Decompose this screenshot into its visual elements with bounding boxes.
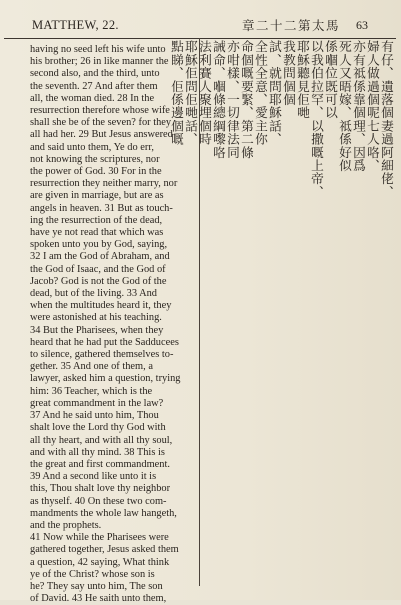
english-text-line: the great and first commandment. [30, 458, 170, 470]
english-text-line: to silence, gathered themselves to- [30, 349, 174, 361]
english-text-line: resurrection therefore whose wife [30, 105, 170, 117]
english-text-line: 37 And he said unto him, Thou [30, 410, 159, 422]
english-text-line: the God of Isaac, and the God of [30, 263, 166, 275]
english-text-line: have ye not read that which was [30, 227, 164, 239]
english-text-line: the power of God. 30 For in the [30, 166, 162, 178]
english-text-line: and said unto them, Ye do err, [30, 141, 154, 153]
chinese-text-column-line: 點睇、佢係邊個嘅 [169, 40, 184, 146]
english-text-line: this, Thou shalt love thy neighbor [30, 483, 171, 495]
english-text-line: great commandment in the law? [30, 397, 164, 409]
english-running-title: MATTHEW, 22. [32, 18, 119, 32]
page-number: 63 [356, 18, 368, 32]
chinese-text-column-line: 試、就問耶穌話、 [267, 40, 282, 146]
chinese-text-column-line: 婦人做過個呢七人咯、 [365, 40, 380, 172]
english-text-line: his brother; 26 in like manner the [30, 56, 169, 68]
english-text-line: Jacob? God is not the God of the [30, 275, 167, 287]
english-text-line: 39 And a second like unto it is [30, 471, 157, 483]
chinese-text-column-line: 亦有祗係靠個理、因爲 [351, 40, 366, 172]
english-text-line: not knowing the scriptures, nor [30, 153, 160, 165]
english-text-line: gether. 35 And one of them, a [30, 361, 153, 373]
english-text-line: and with all thy mind. 38 This is [30, 446, 165, 458]
chinese-running-title: 章二十二第太馬 [242, 18, 341, 33]
chinese-text-column-line: 全性全意、愛主你 [253, 40, 268, 146]
chinese-text-column-line: 亦咁樣、一切律法同 [225, 40, 240, 159]
english-text-line: shall she be of the seven? for they [30, 117, 172, 129]
english-text-line: as thyself. 40 On these two com- [30, 495, 167, 507]
english-text-line: spoken unto you by God, saying, [30, 239, 168, 251]
chinese-text-column-line: 命個嘅要緊、第二條 [239, 40, 254, 159]
english-text-line: shalt love the Lord thy God with [30, 422, 166, 434]
chinese-text-column-line: 以我伯拉罕、以撒嘅上帝、 [309, 40, 324, 199]
english-text-line: all had her. 29 But Jesus answered [30, 129, 173, 141]
english-text-line: lawyer, asked him a question, trying [30, 373, 181, 385]
english-text-line: 41 Now while the Pharisees were [30, 532, 169, 544]
english-text-line: having no seed left his wife unto [30, 44, 166, 55]
chinese-text-column-line: 我教問個個 [281, 40, 296, 106]
english-text-line: dead, but of the living. 33 And [30, 288, 157, 300]
chinese-text-column [169, 40, 394, 586]
english-text-line: 34 But the Pharisees, when they [30, 324, 164, 336]
english-text-line: he? They say unto him, The son [30, 580, 163, 592]
chinese-text-column-line: 係嗰位既可以 [323, 40, 338, 120]
chinese-text-column-line: 耶穌佢問佢哋話、 [183, 40, 198, 146]
english-text-line: all thy heart, and with all thy soul, [30, 434, 173, 446]
chinese-text-column-line: 有仔、遺落個妻過阿細佬、 [379, 40, 394, 199]
chinese-text-column-line: 法利賽人聚埋個時 [197, 40, 212, 146]
english-text-line: of David. 43 He saith unto them, [30, 593, 167, 605]
english-text-line: gathered together, Jesus asked them [30, 544, 179, 556]
chinese-text-column-line: 誡命、嗰條總綱嚟咯 [211, 40, 226, 159]
english-text-line: angels in heaven. 31 But as touch- [30, 202, 173, 214]
english-text-line: ing the resurrection of the dead, [30, 214, 163, 226]
chinese-text-column-line: 死人又晤嫁、祗係好似 [337, 40, 352, 172]
english-text-line: him: 36 Teacher, which is the [30, 385, 153, 397]
page-header [4, 14, 396, 39]
english-text-line: were astonished at his teaching. [30, 312, 162, 324]
english-text-line: resurrection they neither marry, nor [30, 178, 178, 190]
english-text-line: are given in marriage, but are as [30, 190, 164, 202]
chinese-text-column-line: 耶穌聽見佢哋 [295, 40, 310, 120]
english-text-line: 32 I am the God of Abraham, and [30, 251, 170, 263]
english-text-line: second also, and the third, unto [30, 68, 160, 80]
english-text-line: and the prophets. [30, 519, 102, 531]
english-text-line: a question, 42 saying, What think [30, 556, 170, 568]
english-text-line: all, the woman died. 28 In the [30, 92, 155, 104]
english-text-line: mandments the whole law hangeth, [30, 507, 177, 519]
english-text-line: the seventh. 27 And after them [30, 80, 158, 92]
english-text-line: ye of the Christ? whose son is [30, 568, 155, 580]
english-text-line: heard that he had put the Sadducees [30, 336, 179, 348]
english-text-line: when the multitudes heard it, they [30, 300, 172, 312]
